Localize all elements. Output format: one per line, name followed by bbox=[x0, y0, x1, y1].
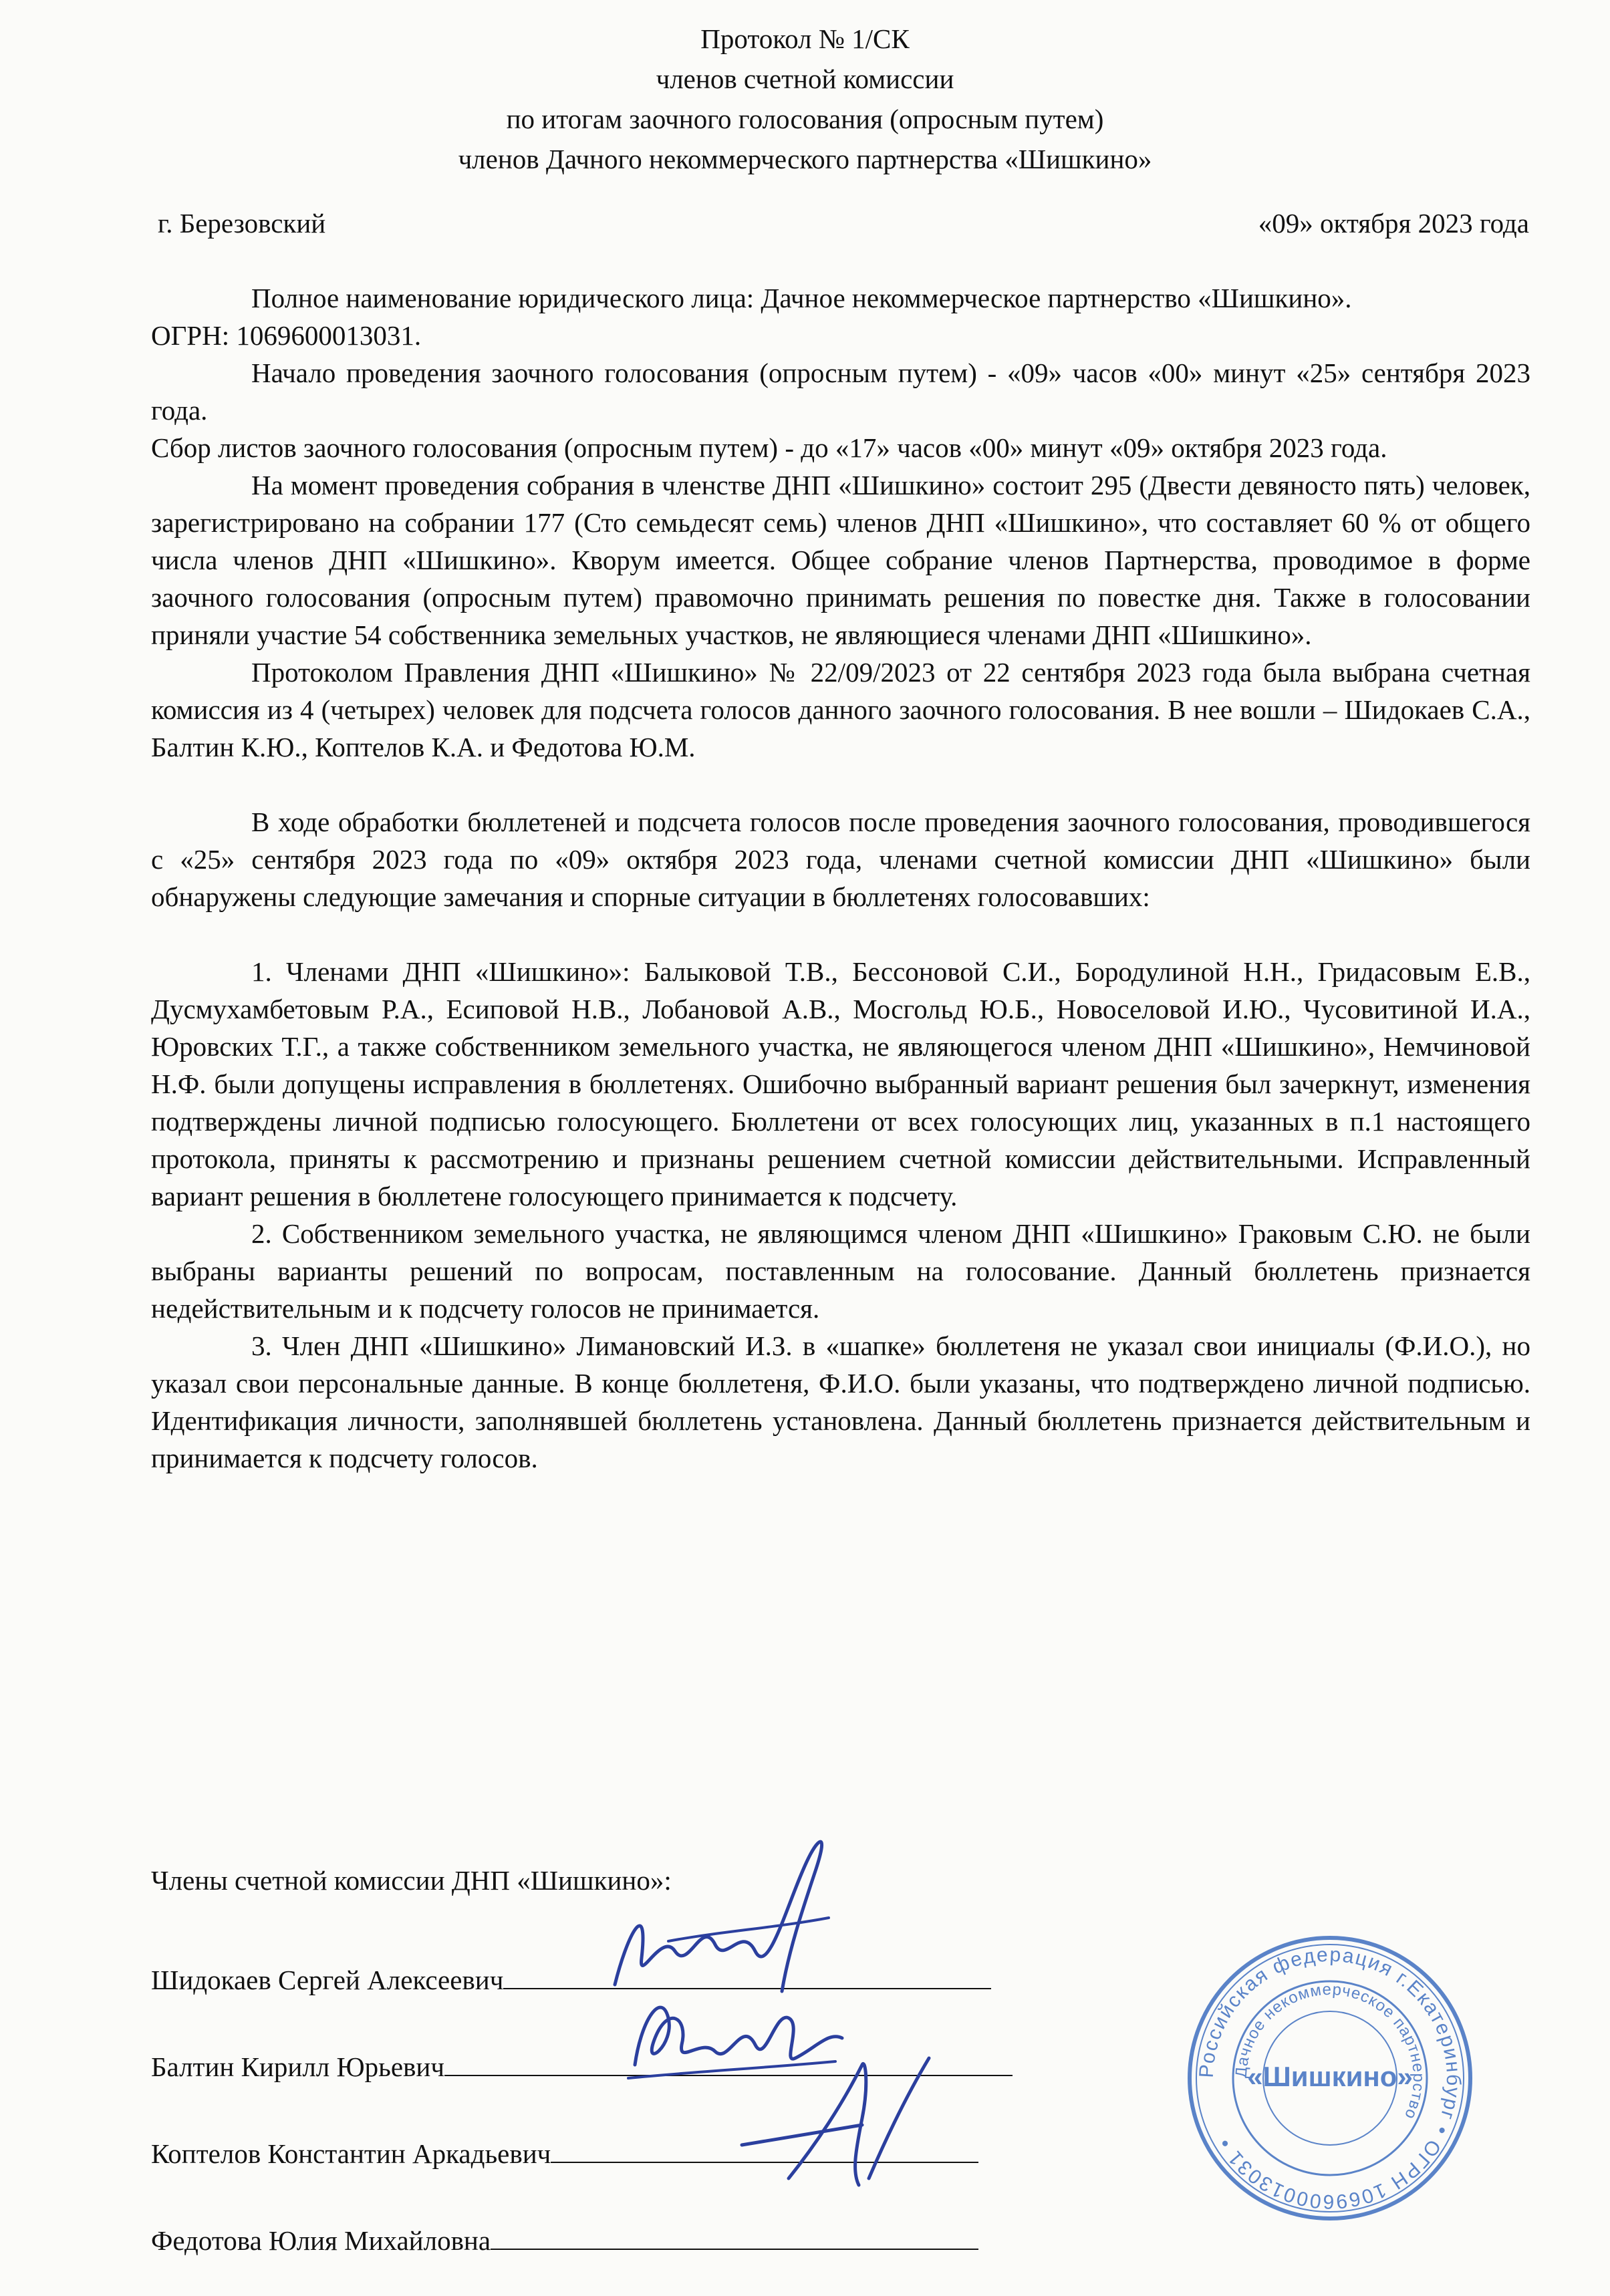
member-name-1: Шидокаев Сергей Алексеевич bbox=[151, 1965, 504, 1995]
paragraph-findings: В ходе обработки бюллетеней и подсчета голосов после проведения заочного голосования, проводившегося с «25» сентября 2023 года по «09» октября 2023 года, членами счетной комиссии ДНП «Шишкино» были обнаружены следующие замечания и спорные ситуации в бюллетенях голосовавших: bbox=[151, 807, 1530, 912]
paragraph-collection: Сбор листов заочного голосования (опросным путем) - до «17» часов «00» минут «09» октября 2023 года. bbox=[151, 432, 1387, 463]
svg-text:Дачное некоммерческое партнерс: Дачное некоммерческое партнерство bbox=[1232, 1980, 1428, 2123]
paragraph-ogrn: ОГРН: 1069600013031. bbox=[151, 320, 422, 351]
paragraph-commission: Протоколом Правления ДНП «Шишкино» № 22/09/2023 от 22 сентября 2023 года была выбрана счетная комиссия из 4 (четырех) человек для подсчета голосов данного заочного голосования. В нее вошли – Шидокаев С.А., Балтин К.Ю., Коптелов К.А. и Федотова Ю.М. bbox=[151, 657, 1530, 762]
member-name-3: Коптелов Константин Аркадьевич bbox=[151, 2138, 551, 2169]
paragraph-legal-name: Полное наименование юридического лица: Дачное некоммерческое партнерство «Шишкино». bbox=[251, 283, 1352, 313]
place: г. Березовский bbox=[158, 208, 326, 239]
signature-line-4 bbox=[491, 2222, 978, 2250]
paragraph-start: Начало проведения заочного голосования (опросным путем) - «09» часов «00» минут «25» сентября 2023 года. bbox=[151, 357, 1530, 426]
signatures-title: Члены счетной комиссии ДНП «Шишкино»: bbox=[151, 1865, 672, 1896]
svg-text:«Шишкино»: «Шишкино» bbox=[1247, 2061, 1413, 2092]
paragraph-item-3: 3. Член ДНП «Шишкино» Лимановский И.З. в «шапке» бюллетеня не указал свои инициалы (Ф.И.О.), но указал свои персональные данные. В конце бюллетеня, Ф.И.О. были указаны, что подтверждено личной подписью. Идентификация личности, заполнявшей бюллетень установлена. Данный бюллетень признается действительным и принимается к подсчету голосов. bbox=[151, 1330, 1530, 1473]
signature-row-4 bbox=[151, 2222, 978, 2257]
place-date-row bbox=[158, 207, 1529, 239]
paragraph-item-1: 1. Членами ДНП «Шишкино»: Балыковой Т.В., Бессоновой С.И., Бородулиной Н.Н., Гридасовым Е.В., Дусмухамбетовым Р.А., Есиповой Н.В., Лобановой А.В., Мосгольд Ю.Б., Новоселовой И.Ю., Чусовитиной И.А., Юровских Т.Г., а также собственником земельного участка, не являющегося членом ДНП «Шишкино», Немчиновой Н.Ф. были допущены исправления в бюллетенях. Ошибочно выбранный вариант решения был зачеркнут, изменения подтверждены личной подписью голосующего. Бюллетени от всех голосующих лиц, указанных в п.1 настоящего протокола, приняты к рассмотрению и признаны решением счетной комиссии действительными. Исправленный вариант решения в бюллетене голосующего принимается к подсчету. bbox=[151, 956, 1530, 1211]
paragraph-quorum: На момент проведения собрания в членстве ДНП «Шишкино» состоит 295 (Двести девяносто пять) человек, зарегистрировано на собрании 177 (Сто семьдесят семь) членов ДНП «Шишкино», что составляет 60 % от общего числа членов ДНП «Шишкино». Кворум имеется. Общее собрание членов Партнерства, проводимое в форме заочного голосования (опросным путем) правомочно принимать решения по повестке дня. Также в голосовании приняли участие 54 собственника земельных участков, не являющиеся членами ДНП «Шишкино». bbox=[151, 470, 1530, 650]
protocol-subtitle-3: членов Дачного некоммерческого партнерства «Шишкино» bbox=[458, 144, 1152, 174]
document-date: «09» октября 2023 года bbox=[1258, 208, 1529, 239]
protocol-title: Протокол № 1/СК bbox=[700, 23, 910, 54]
member-name-4: Федотова Юлия Михайловна bbox=[151, 2225, 491, 2256]
seal-stamp bbox=[1183, 1931, 1477, 2225]
document-body bbox=[151, 279, 1530, 1477]
protocol-subtitle-2: по итогам заочного голосования (опросным путем) bbox=[506, 104, 1104, 134]
paragraph-item-2: 2. Собственником земельного участка, не являющимся членом ДНП «Шишкино» Граковым С.Ю. не были выбраны варианты решений по вопросам, поставленным на голосование. Данный бюллетень признается недействительным и к подсчету голосов не принимается. bbox=[151, 1218, 1530, 1324]
document-header bbox=[0, 19, 1610, 179]
svg-text:Российская федерация г.Екатери: Российская федерация г.Екатеринбург • ОГРН 1069600013031 • bbox=[1195, 1943, 1465, 2213]
member-name-2: Балтин Кирилл Юрьевич bbox=[151, 2051, 444, 2082]
signature-koptelov bbox=[728, 2045, 942, 2198]
protocol-subtitle-1: членов счетной комиссии bbox=[656, 63, 954, 94]
